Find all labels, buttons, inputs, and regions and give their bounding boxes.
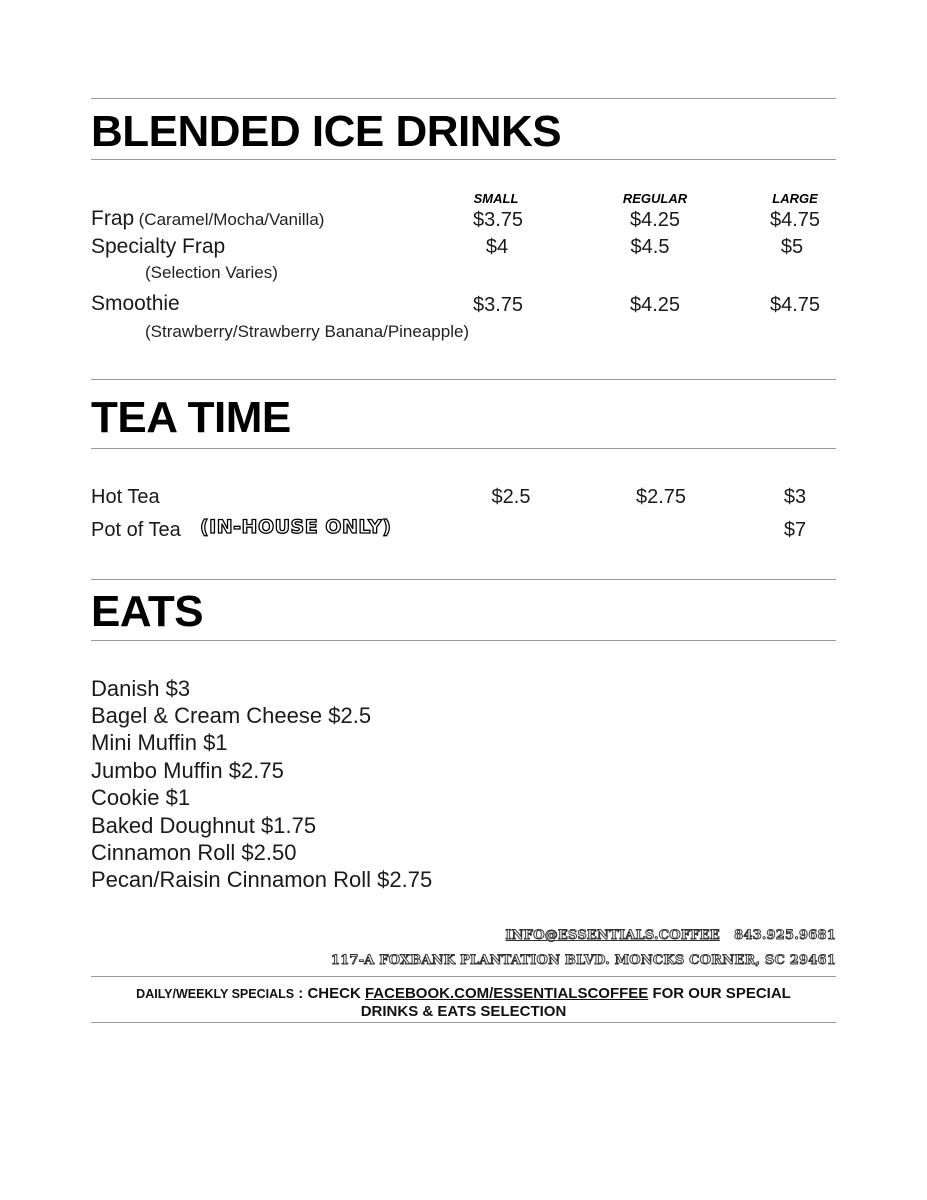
eats-item: Jumbo Muffin $2.75 — [91, 758, 284, 783]
specials-label: DAILY/WEEKLY SPECIALS — [136, 987, 295, 1001]
section-title-blended: BLENDED ICE DRINKS — [91, 107, 562, 156]
price-small: $3.75 — [472, 209, 524, 231]
eats-item: Baked Doughnut $1.75 — [91, 813, 317, 838]
item-note: (Selection Varies) — [145, 263, 278, 282]
menu-item-smoothie: Smoothie — [91, 292, 180, 315]
divider — [91, 159, 836, 160]
price-large: $3 — [783, 486, 807, 508]
menu-item-frap — [91, 208, 324, 229]
specials-separator: : — [294, 985, 308, 1002]
facebook-link[interactable]: FACEBOOK.COM/ESSENTIALSCOFFEE — [364, 985, 649, 1002]
eats-item: Bagel & Cream Cheese $2.5 — [91, 703, 372, 728]
menu-item-specialty-frap: Specialty Frap — [91, 235, 226, 258]
divider — [91, 976, 836, 977]
item-name: Frap — [91, 207, 135, 230]
price-regular: $2.75 — [635, 486, 687, 508]
size-header-small: SMALL — [473, 191, 519, 206]
specials-line-2: DRINKS & EATS SELECTION — [360, 1003, 567, 1020]
price-pot: $7 — [783, 519, 807, 541]
menu-item-pot-of-tea: Pot of Tea — [91, 519, 181, 541]
item-note: (Strawberry/Strawberry Banana/Pineapple) — [145, 322, 470, 341]
menu-item-hot-tea: Hot Tea — [91, 486, 160, 508]
section-title-tea: TEA TIME — [91, 393, 291, 442]
price-small: $4 — [485, 236, 509, 258]
eats-item: Cinnamon Roll $2.50 — [91, 840, 297, 865]
price-large: $5 — [780, 236, 804, 258]
divider — [91, 379, 836, 380]
price-regular: $4.25 — [629, 209, 681, 231]
address: 117-A FOXBANK PLANTATION BLVD. MONCKS CORNER, SC 29461 — [330, 953, 836, 968]
price-large: $4.75 — [769, 294, 821, 316]
email-link[interactable]: INFO@ESSENTIALS.COFFEE — [505, 928, 720, 943]
size-header-regular: REGULAR — [622, 191, 688, 206]
price-small: $3.75 — [472, 294, 524, 316]
section-title-eats: EATS — [91, 587, 204, 636]
specials-check: CHECK — [307, 985, 365, 1002]
divider — [91, 448, 836, 449]
divider — [91, 579, 836, 580]
price-large: $4.75 — [769, 209, 821, 231]
eats-item: Danish $3 — [91, 676, 191, 701]
phone-number: 843.925.9681 — [734, 928, 836, 943]
eats-item: Pecan/Raisin Cinnamon Roll $2.75 — [91, 867, 433, 892]
item-note: (Caramel/Mocha/Vanilla) — [138, 210, 325, 229]
specials-line-1 — [91, 985, 836, 1003]
specials-footer — [91, 985, 836, 1021]
price-regular: $4.5 — [630, 236, 670, 258]
eats-item: Cookie $1 — [91, 785, 191, 810]
divider — [91, 98, 836, 99]
price-regular: $4.25 — [629, 294, 681, 316]
contact-line — [505, 929, 836, 942]
divider — [91, 640, 836, 641]
price-small: $2.5 — [491, 486, 531, 508]
eats-item: Mini Muffin $1 — [91, 730, 228, 755]
in-house-only-note: (IN-HOUSE ONLY) — [200, 516, 392, 538]
specials-rest: FOR OUR SPECIAL — [648, 985, 791, 1002]
divider — [91, 1022, 836, 1023]
size-header-large: LARGE — [772, 191, 818, 206]
